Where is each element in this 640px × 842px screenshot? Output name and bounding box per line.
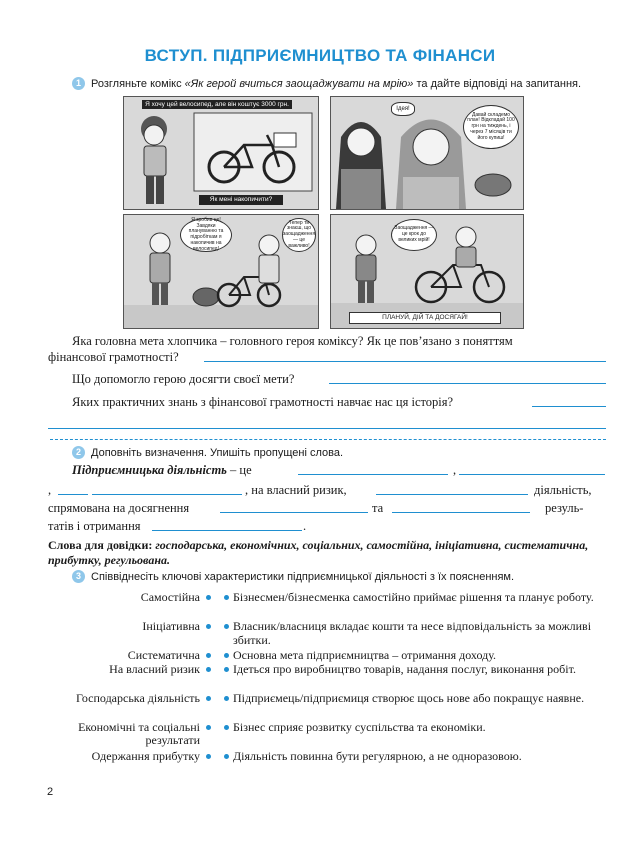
match-right-dot[interactable]	[224, 754, 229, 759]
task-3-instruction: Співвіднесіть ключові характеристики підприємницької діяльності з їх поясненням.	[91, 570, 515, 583]
match-right-dot[interactable]	[224, 725, 229, 730]
task-3-header	[72, 570, 514, 583]
section-divider	[50, 439, 606, 440]
match-right-3: Основна мета підприємництва – отримання доходу.	[233, 648, 497, 662]
match-left-dot[interactable]	[206, 696, 211, 701]
question-1-line2: фінансової грамотності?	[48, 350, 179, 364]
text-and: та	[372, 501, 384, 515]
success-bubble: Заощадження — це крок до великих мрій!	[391, 219, 437, 251]
match-right-dot[interactable]	[224, 653, 229, 658]
match-left-dot[interactable]	[206, 754, 211, 759]
hint-list: господарська, економічних, соціальних, самостійна, ініціативна, систематична, прибутку, регульована.	[48, 538, 589, 567]
comma: ,	[453, 463, 457, 477]
match-right-dot[interactable]	[224, 595, 229, 600]
match-left-7: Одержання прибутку	[91, 749, 200, 763]
match-left-5: Господарська діяльність	[75, 691, 200, 705]
match-right-2: Власник/власниця вкладає кошти та несе відповідальність за можливі збитки.	[233, 619, 592, 647]
blank-2[interactable]	[459, 474, 605, 475]
match-right-dot[interactable]	[224, 667, 229, 672]
comic-panel-2	[330, 96, 524, 210]
task-number-badge: 3	[72, 570, 85, 583]
match-left-dot[interactable]	[206, 725, 211, 730]
match-right-4: Ідеться про виробництво товарів, надання послуг, виконання робіт.	[233, 662, 576, 676]
hint-label: Слова для довідки:	[48, 538, 153, 552]
question-2: Що допомогло герою досягти своєї мети?	[72, 372, 295, 386]
match-right-6: Бізнес сприяє розвитку суспільства та економіки.	[233, 720, 486, 734]
answer-line-3[interactable]	[532, 406, 606, 407]
text-aimed: спрямована на досягнення	[48, 501, 190, 515]
definition-line-1: Підприємницька діяльність – це	[72, 463, 252, 477]
blank-6[interactable]	[220, 512, 368, 513]
text-activity: діяльність,	[534, 483, 592, 497]
page-title: ВСТУП. ПІДПРИЄМНИЦТВО ТА ФІНАНСИ	[144, 46, 496, 65]
panel-1-question: Як мені накопичити?	[199, 195, 283, 205]
girl-bubble: Тепер ти знаєш, що заощадження — це важливо!	[282, 218, 316, 252]
text-results: резуль-	[545, 501, 584, 515]
comic-panel-1	[123, 96, 319, 210]
panel-1-caption: Я хочу цей велосипед, але він коштує 3000 грн.	[142, 100, 292, 109]
comic-panel-4	[330, 214, 524, 329]
boy-bubble: Я зробив це! Завдяки плануванню та підробіткам я накопичив на велосипед!	[180, 218, 232, 252]
match-right-1: Бізнесмен/бізнесменка самостійно приймає рішення та планує роботу.	[233, 590, 594, 604]
task-1-suffix: та дайте відповіді на запитання.	[413, 77, 582, 90]
blank-5[interactable]	[376, 494, 528, 495]
match-right-dot[interactable]	[224, 696, 229, 701]
answer-line-2[interactable]	[329, 383, 606, 384]
question-1-line1: Яка головна мета хлопчика – головного героя коміксу? Як це пов’язано з поняттям	[72, 334, 513, 348]
comic-panel-3	[123, 214, 319, 329]
match-left-dot[interactable]	[206, 667, 211, 672]
question-3: Яких практичних знань з фінансової грамотності навчає нас ця історія?	[72, 395, 454, 409]
match-left-1: Самостійна	[140, 590, 200, 604]
task-2-header	[72, 446, 343, 459]
page-number: 2	[47, 786, 54, 798]
idea-bubble: Ідея!	[391, 102, 415, 116]
match-left-3: Систематична	[127, 648, 200, 662]
match-left-2: Ініціативна	[142, 619, 200, 633]
text-risk: , на власний ризик,	[245, 483, 347, 497]
match-left-4: На власний ризик	[109, 662, 200, 676]
task-number-badge: 1	[72, 77, 85, 90]
task-1-prefix: Розгляньте комікс	[91, 77, 185, 90]
task-2-instruction: Доповніть визначення. Упишіть пропущені слова.	[91, 446, 344, 459]
comic-title: «Як герой вчиться заощаджувати на мрію»	[184, 77, 414, 90]
match-left-dot[interactable]	[206, 595, 211, 600]
answer-line-1[interactable]	[204, 361, 606, 362]
text-dot: .	[303, 519, 307, 533]
blank-1[interactable]	[298, 474, 448, 475]
task-1-header	[72, 77, 581, 90]
blank-7[interactable]	[392, 512, 530, 513]
hint-words	[48, 538, 608, 568]
task-number-badge: 2	[72, 446, 85, 459]
match-right-7: Діяльність повинна бути регулярною, а не одноразовою.	[233, 749, 522, 763]
match-left-6: Економічні та соціальні результати	[78, 720, 200, 747]
match-right-dot[interactable]	[224, 624, 229, 629]
match-left-dot[interactable]	[206, 653, 211, 658]
boy-window-illustration	[124, 97, 318, 209]
blank-3[interactable]	[58, 494, 88, 495]
match-left-dot[interactable]	[206, 624, 211, 629]
answer-line-4[interactable]	[48, 428, 606, 429]
blank-4[interactable]	[92, 494, 242, 495]
definition-term: Підприємницька діяльність	[72, 463, 227, 477]
text-tatiy: татів і отримання	[48, 519, 141, 533]
comma: ,	[48, 483, 52, 497]
blank-8[interactable]	[152, 530, 302, 531]
match-right-5: Підприємець/підприємиця створює щось нове або покращує наявне.	[233, 691, 585, 705]
panel-4-banner: ПЛАНУЙ, ДІЙ ТА ДОСЯГАЙ!	[349, 312, 501, 324]
plan-bubble: Давай складемо план! Відкладай 100 грн на тиждень, і через 7 місяців ти його купиш!	[463, 105, 519, 149]
